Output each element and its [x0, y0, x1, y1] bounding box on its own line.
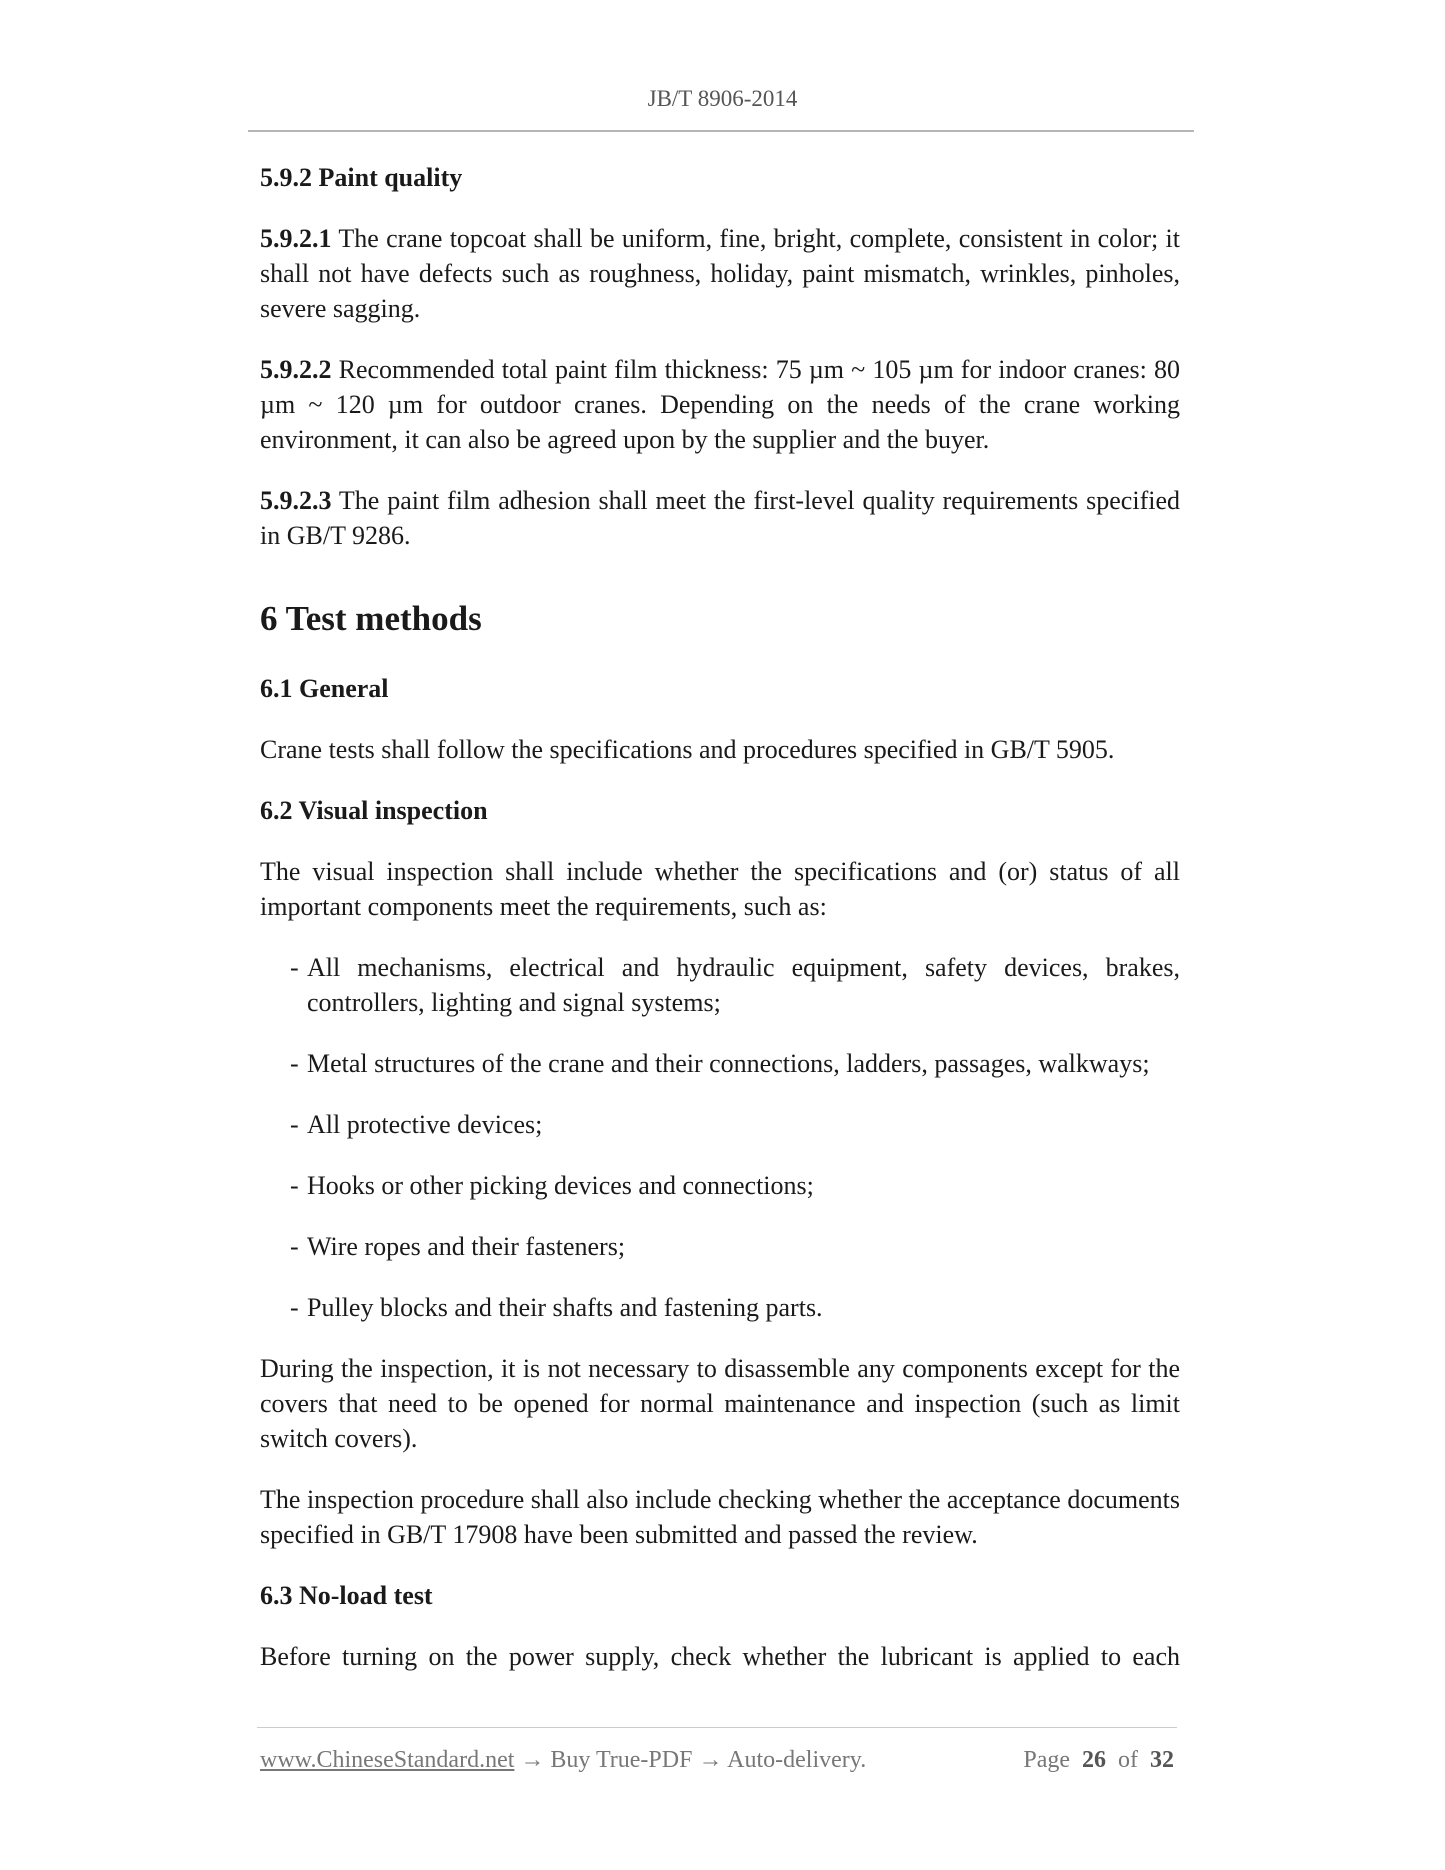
- section-6-2-para-2: The inspection procedure shall also include checking whether the acceptance documents specified in GB/T 17908 have been submitted and passed the review.: [260, 1485, 1180, 1549]
- list-item-text: Metal structures of the crane and their connections, ladders, passages, walkways;: [307, 1049, 1150, 1078]
- section-6-2-intro: The visual inspection shall include whether the specifications and (or) status of all important components meet the requirements, such as:: [260, 857, 1180, 921]
- list-dash: -: [290, 953, 299, 982]
- section-6-2-para-1: During the inspection, it is not necessary to disassemble any components except for the covers that need to be opened for normal maintenance and inspection (such as limit switch covers).: [260, 1354, 1180, 1453]
- section-6-title: 6 Test methods: [260, 599, 482, 638]
- section-6-3-title: 6.3 No-load test: [260, 1581, 433, 1610]
- clause-5-9-2-2: [260, 352, 1180, 457]
- list-item-text: Hooks or other picking devices and connections;: [307, 1171, 814, 1200]
- document-body: [260, 160, 1180, 1700]
- arrow-icon: →: [698, 1747, 723, 1773]
- section-5-9-2-title: 5.9.2 Paint quality: [260, 163, 463, 192]
- list-item-text: All mechanisms, electrical and hydraulic equipment, safety devices, brakes, controllers, lighting and signal systems;: [307, 953, 1180, 1017]
- of-label: of: [1118, 1747, 1138, 1773]
- clause-number: 5.9.2.3: [260, 486, 332, 515]
- list-item: [290, 1046, 1180, 1081]
- header-divider: [248, 130, 1194, 132]
- clause-text: The paint film adhesion shall meet the first-level quality requirements specified in GB/T 9286.: [260, 486, 1180, 550]
- buy-pdf-text: Buy True-PDF: [550, 1747, 693, 1773]
- inspection-list: [260, 950, 1180, 1325]
- list-item: [290, 1290, 1180, 1325]
- footer-divider: [257, 1727, 1177, 1728]
- section-6-3-text: Before turning on the power supply, check whether the lubricant is applied to each: [260, 1642, 1180, 1671]
- list-item: [290, 1107, 1180, 1142]
- list-item: [290, 1229, 1180, 1264]
- current-page: 26: [1082, 1747, 1106, 1773]
- footer-promo: [260, 1744, 866, 1776]
- list-dash: -: [290, 1049, 299, 1078]
- clause-text: The crane topcoat shall be uniform, fine, bright, complete, consistent in color; it shall not have defects such as roughness, holiday, paint mismatch, wrinkles, pinholes, severe sagging.: [260, 224, 1180, 323]
- list-dash: -: [290, 1110, 299, 1139]
- list-dash: -: [290, 1232, 299, 1261]
- list-item-text: All protective devices;: [307, 1110, 543, 1139]
- website-link[interactable]: www.ChineseStandard.net: [260, 1747, 515, 1773]
- list-item-text: Wire ropes and their fasteners;: [307, 1232, 626, 1261]
- auto-delivery-text: Auto-delivery.: [727, 1747, 867, 1773]
- list-dash: -: [290, 1293, 299, 1322]
- section-6-1-title: 6.1 General: [260, 674, 389, 703]
- section-6-1-text: Crane tests shall follow the specifications and procedures specified in GB/T 5905.: [260, 735, 1115, 764]
- clause-text: Recommended total paint film thickness: 75 µm ~ 105 µm for indoor cranes: 80 µm ~ 120 µm for outdoor cranes. Depending on the needs of the crane working environment, it can also be agreed upon by the supplier and the buyer.: [260, 355, 1180, 454]
- clause-number: 5.9.2.1: [260, 224, 332, 253]
- arrow-icon: →: [520, 1747, 545, 1773]
- list-dash: -: [290, 1171, 299, 1200]
- page-header: JB/T 8906-2014: [647, 86, 798, 111]
- clause-5-9-2-3: [260, 483, 1180, 553]
- section-6-2-title: 6.2 Visual inspection: [260, 796, 488, 825]
- list-item-text: Pulley blocks and their shafts and fastening parts.: [307, 1293, 823, 1322]
- page-label: Page: [1023, 1747, 1070, 1773]
- list-item: [290, 950, 1180, 1020]
- total-pages: 32: [1150, 1747, 1174, 1773]
- page-number: [1023, 1744, 1174, 1776]
- clause-5-9-2-1: [260, 221, 1180, 326]
- list-item: [290, 1168, 1180, 1203]
- clause-number: 5.9.2.2: [260, 355, 332, 384]
